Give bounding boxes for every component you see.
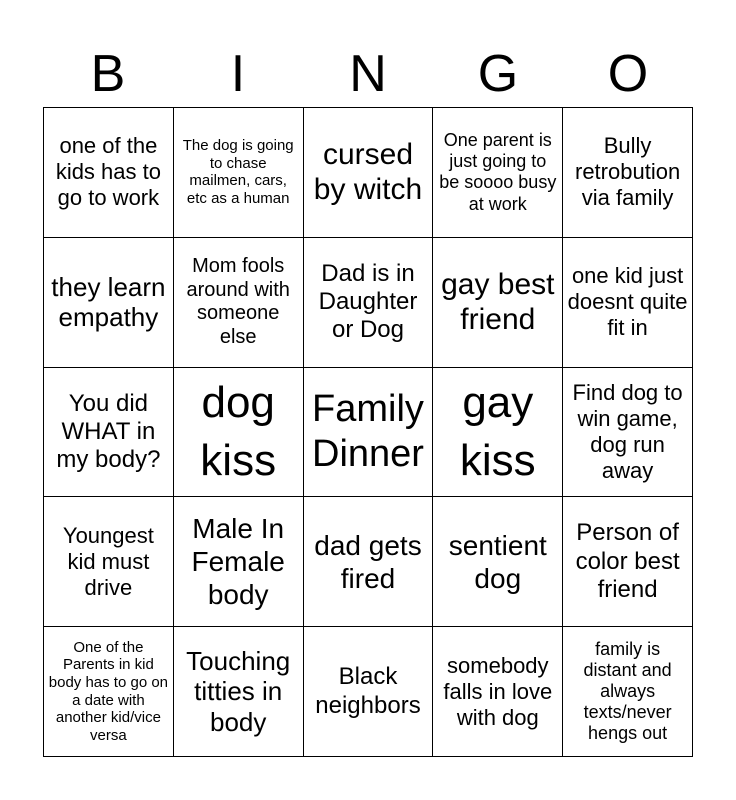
header-letter-i: I bbox=[230, 45, 246, 103]
cell-text: Mom fools around with someone else bbox=[186, 255, 290, 348]
cell-text: Find dog to win game, dog run away bbox=[572, 380, 683, 483]
bingo-cell[interactable] bbox=[563, 368, 693, 498]
bingo-cell[interactable] bbox=[433, 627, 563, 757]
header-letter-n: N bbox=[349, 45, 387, 103]
cell-text: One parent is just going to be soooo busy at work bbox=[439, 129, 557, 214]
cell-text: one kid just doesnt quite fit in bbox=[567, 263, 688, 341]
bingo-header bbox=[43, 40, 693, 108]
bingo-cell[interactable] bbox=[174, 368, 304, 498]
bingo-cell[interactable] bbox=[433, 108, 563, 238]
bingo-cell[interactable] bbox=[304, 238, 434, 368]
bingo-cell[interactable] bbox=[304, 368, 434, 498]
bingo-cell[interactable] bbox=[433, 497, 563, 627]
cell-text: The dog is going to chase mailmen, cars, etc as a human bbox=[182, 137, 294, 208]
cell-text: gay best friend bbox=[441, 267, 555, 337]
cell-text: gay kiss bbox=[459, 377, 536, 485]
bingo-cell[interactable] bbox=[433, 238, 563, 368]
bingo-grid bbox=[43, 107, 693, 757]
cell-text: they learn empathy bbox=[51, 271, 166, 333]
cell-text: dog kiss bbox=[200, 377, 277, 485]
header-letter-o: O bbox=[607, 45, 649, 103]
cell-text: Touching titties in body bbox=[186, 645, 291, 737]
cell-text: sentient dog bbox=[448, 529, 547, 594]
cell-text: one of the kids has to go to work bbox=[55, 133, 161, 211]
cell-text: dad gets fired bbox=[314, 529, 422, 594]
bingo-cell[interactable] bbox=[44, 238, 174, 368]
cell-text: Male In Female body bbox=[191, 513, 285, 611]
cell-text: Bully retrobution via family bbox=[575, 133, 681, 211]
bingo-cell[interactable] bbox=[44, 368, 174, 498]
header-letter-b: B bbox=[90, 45, 126, 103]
cell-text: family is distant and always texts/never hengs out bbox=[583, 638, 672, 744]
bingo-cell[interactable] bbox=[174, 238, 304, 368]
bingo-cell[interactable] bbox=[304, 108, 434, 238]
cell-text: cursed by witch bbox=[313, 138, 423, 207]
bingo-cell[interactable] bbox=[174, 108, 304, 238]
cell-text: Dad is in Daughter or Dog bbox=[318, 259, 418, 344]
bingo-cell[interactable] bbox=[563, 627, 693, 757]
cell-text: somebody falls in love with dog bbox=[443, 652, 553, 730]
header-letter-g: G bbox=[477, 45, 519, 103]
bingo-cell[interactable] bbox=[563, 497, 693, 627]
bingo-cell[interactable] bbox=[433, 368, 563, 498]
bingo-cell[interactable] bbox=[44, 627, 174, 757]
bingo-cell[interactable] bbox=[174, 497, 304, 627]
cell-text: Family Dinner bbox=[312, 388, 424, 475]
cell-text: One of the Parents in kid body has to go on a date with another kid/vice versa bbox=[48, 638, 169, 744]
cell-text: Youngest kid must drive bbox=[62, 522, 154, 600]
cell-text: You did WHAT in my body? bbox=[56, 389, 161, 474]
bingo-cell[interactable] bbox=[304, 497, 434, 627]
bingo-cell[interactable] bbox=[563, 108, 693, 238]
bingo-cell[interactable] bbox=[44, 108, 174, 238]
bingo-cell[interactable] bbox=[304, 627, 434, 757]
bingo-cell[interactable] bbox=[44, 497, 174, 627]
cell-text: Black neighbors bbox=[315, 663, 421, 719]
cell-text: Person of color best friend bbox=[575, 519, 680, 603]
bingo-cell[interactable] bbox=[174, 627, 304, 757]
bingo-cell[interactable] bbox=[563, 238, 693, 368]
